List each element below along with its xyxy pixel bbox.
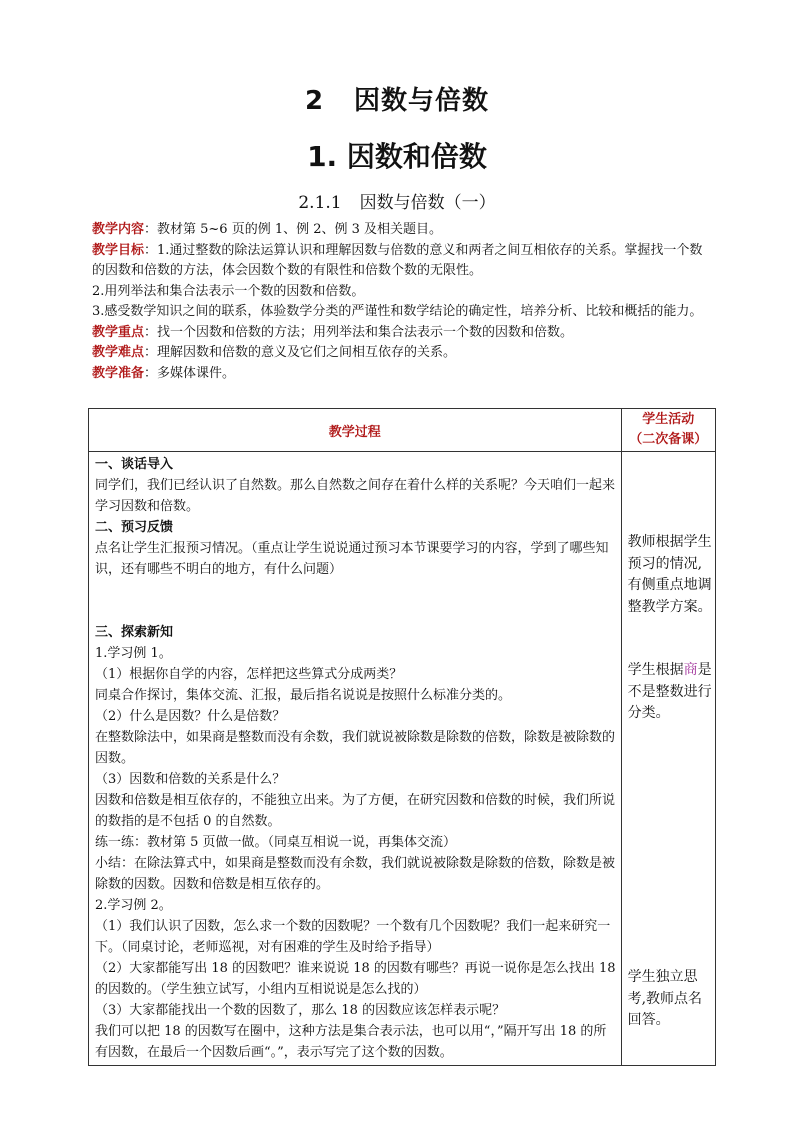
spacer — [95, 580, 617, 622]
note-2-highlight: 商 — [683, 662, 698, 678]
line-4: （2）什么是因数？什么是倍数？ — [95, 709, 286, 724]
goal-item-3: 3.感受数学知识之间的联系，体验数学分类的严谨性和数学结论的确定性，培养分析、比较和概括的能力。 — [92, 304, 703, 319]
line-7: 因数和倍数是相互依存的，不能独立出来。为了方便，在研究因数和倍数的时候，我们所说的数指的是不包括 0 的自然数。 — [95, 793, 616, 829]
header-side — [621, 409, 715, 452]
header-main: 教学过程 — [89, 409, 622, 452]
line-11: （1）我们认识了因数，怎么求一个数的因数呢？一个数有几个因数呢？我们一起来研究一下。（同桌讨论，老师巡视，对有困难的学生及时给予指导） — [95, 919, 611, 955]
section-heading — [0, 188, 794, 213]
key-label: 教学重点 — [92, 324, 145, 340]
activity-note-3: 学生独立思考,教师点名回答。 — [627, 969, 703, 1028]
meta-content — [92, 220, 712, 241]
meta-goal — [92, 241, 712, 282]
difficulty-text: ：理解因数和倍数的意义及它们之间相互依存的关系。 — [144, 345, 457, 360]
note-2-after: 是不是整数进行分类。 — [627, 662, 712, 721]
teaching-table — [88, 408, 716, 1066]
section-number: 2.1.1 — [298, 193, 342, 213]
header-side-line2: （二次备课） — [629, 432, 708, 447]
chapter-heading — [0, 80, 794, 117]
line-1: 1.学习例 1。 — [95, 646, 172, 661]
section-2-text: 点名让学生汇报预习情况。（重点让学生说说通过预习本节课要学习的内容，学到了哪些知识，还有哪些不明白的地方，有什么问题） — [95, 541, 609, 577]
line-5: 在整数除法中，如果商是整数而没有余数，我们就说被除数是除数的倍数，除数是被除数的因数。 — [95, 730, 616, 766]
chapter-title: 因数与倍数 — [354, 86, 490, 116]
section-2-title: 二、预习反馈 — [95, 520, 174, 535]
section-1-text: 同学们，我们已经认识了自然数。那么自然数之间存在着什么样的关系呢？今天咱们一起来学习因数和倍数。 — [95, 478, 616, 514]
section-title: 因数与倍数（一） — [359, 193, 496, 213]
header-side-line1: 学生活动 — [642, 412, 695, 427]
table-header-row — [89, 409, 716, 452]
goal-text: ：1.通过整数的除法运算认识和理解因数与倍数的意义和两者之间互相依存的关系。掌握找一个数的因数和倍数的方法，体会因数个数的有限性和倍数个数的无限性。 — [92, 242, 703, 278]
note-2-before: 学生根据 — [627, 662, 684, 678]
meta-key — [92, 323, 712, 344]
line-6: （3）因数和倍数的关系是什么？ — [95, 772, 286, 787]
chapter-number: 2 — [304, 86, 325, 116]
lesson-meta — [92, 220, 712, 384]
activity-note-2 — [628, 660, 712, 725]
line-13: （3）大家都能找出一个数的因数了，那么 18 的因数应该怎样表示呢？ — [95, 1003, 506, 1018]
line-9: 小结：在除法算式中，如果商是整数而没有余数，我们就说被除数是除数的倍数，除数是被除数的因数。因数和倍数是相互依存的。 — [95, 856, 616, 892]
meta-difficulty — [92, 343, 712, 364]
process-cell — [89, 452, 622, 1066]
line-8: 练一练：教材第 5 页做一做。（同桌互相说一说，再集体交流） — [95, 835, 457, 850]
line-2: （1）根据你自学的内容，怎样把这些算式分成两类？ — [95, 667, 403, 682]
lesson-title: 1. 因数和倍数 — [307, 140, 487, 173]
line-3: 同桌合作探讨，集体交流、汇报，最后指名说说是按照什么标准分类的。 — [95, 688, 512, 703]
prep-text: ：多媒体课件。 — [144, 365, 236, 381]
activity-cell — [621, 452, 715, 1066]
section-3-title: 三、探索新知 — [95, 625, 174, 640]
key-text: ：找一个因数和倍数的方法；用列举法和集合法表示一个数的因数和倍数。 — [144, 324, 574, 340]
goal-item-2: 2.用列举法和集合法表示一个数的因数和倍数。 — [92, 283, 365, 299]
line-12: （2）大家都能写出 18 的因数吧？谁来说说 18 的因数有哪些？再说一说你是怎么找出 18 的因数的。（学生独立试写，小组内互相说说是怎么找的） — [95, 961, 616, 997]
activity-note-1: 教师根据学生预习的情况,有侧重点地调整教学方案。 — [627, 534, 712, 615]
difficulty-label: 教学难点 — [92, 345, 145, 360]
table-body-row — [89, 452, 716, 1066]
content-text: ：教材第 5~6 页的例 1、例 2、例 3 及相关题目。 — [144, 222, 443, 237]
meta-prep — [92, 364, 712, 385]
activity-notes — [622, 452, 715, 1055]
content-label: 教学内容 — [92, 222, 145, 237]
prep-label: 教学准备 — [92, 365, 145, 381]
goal-label: 教学目标 — [92, 242, 145, 258]
line-14: 我们可以把 18 的因数写在圈中，这种方法是集合表示法，也可以用“，”隔开写出 18 的所有因数，在最后一个因数后画“。”，表示写完了这个数的因数。 — [95, 1024, 607, 1060]
section-1-title: 一、谈话导入 — [95, 457, 174, 472]
line-10: 2.学习例 2。 — [95, 898, 172, 913]
